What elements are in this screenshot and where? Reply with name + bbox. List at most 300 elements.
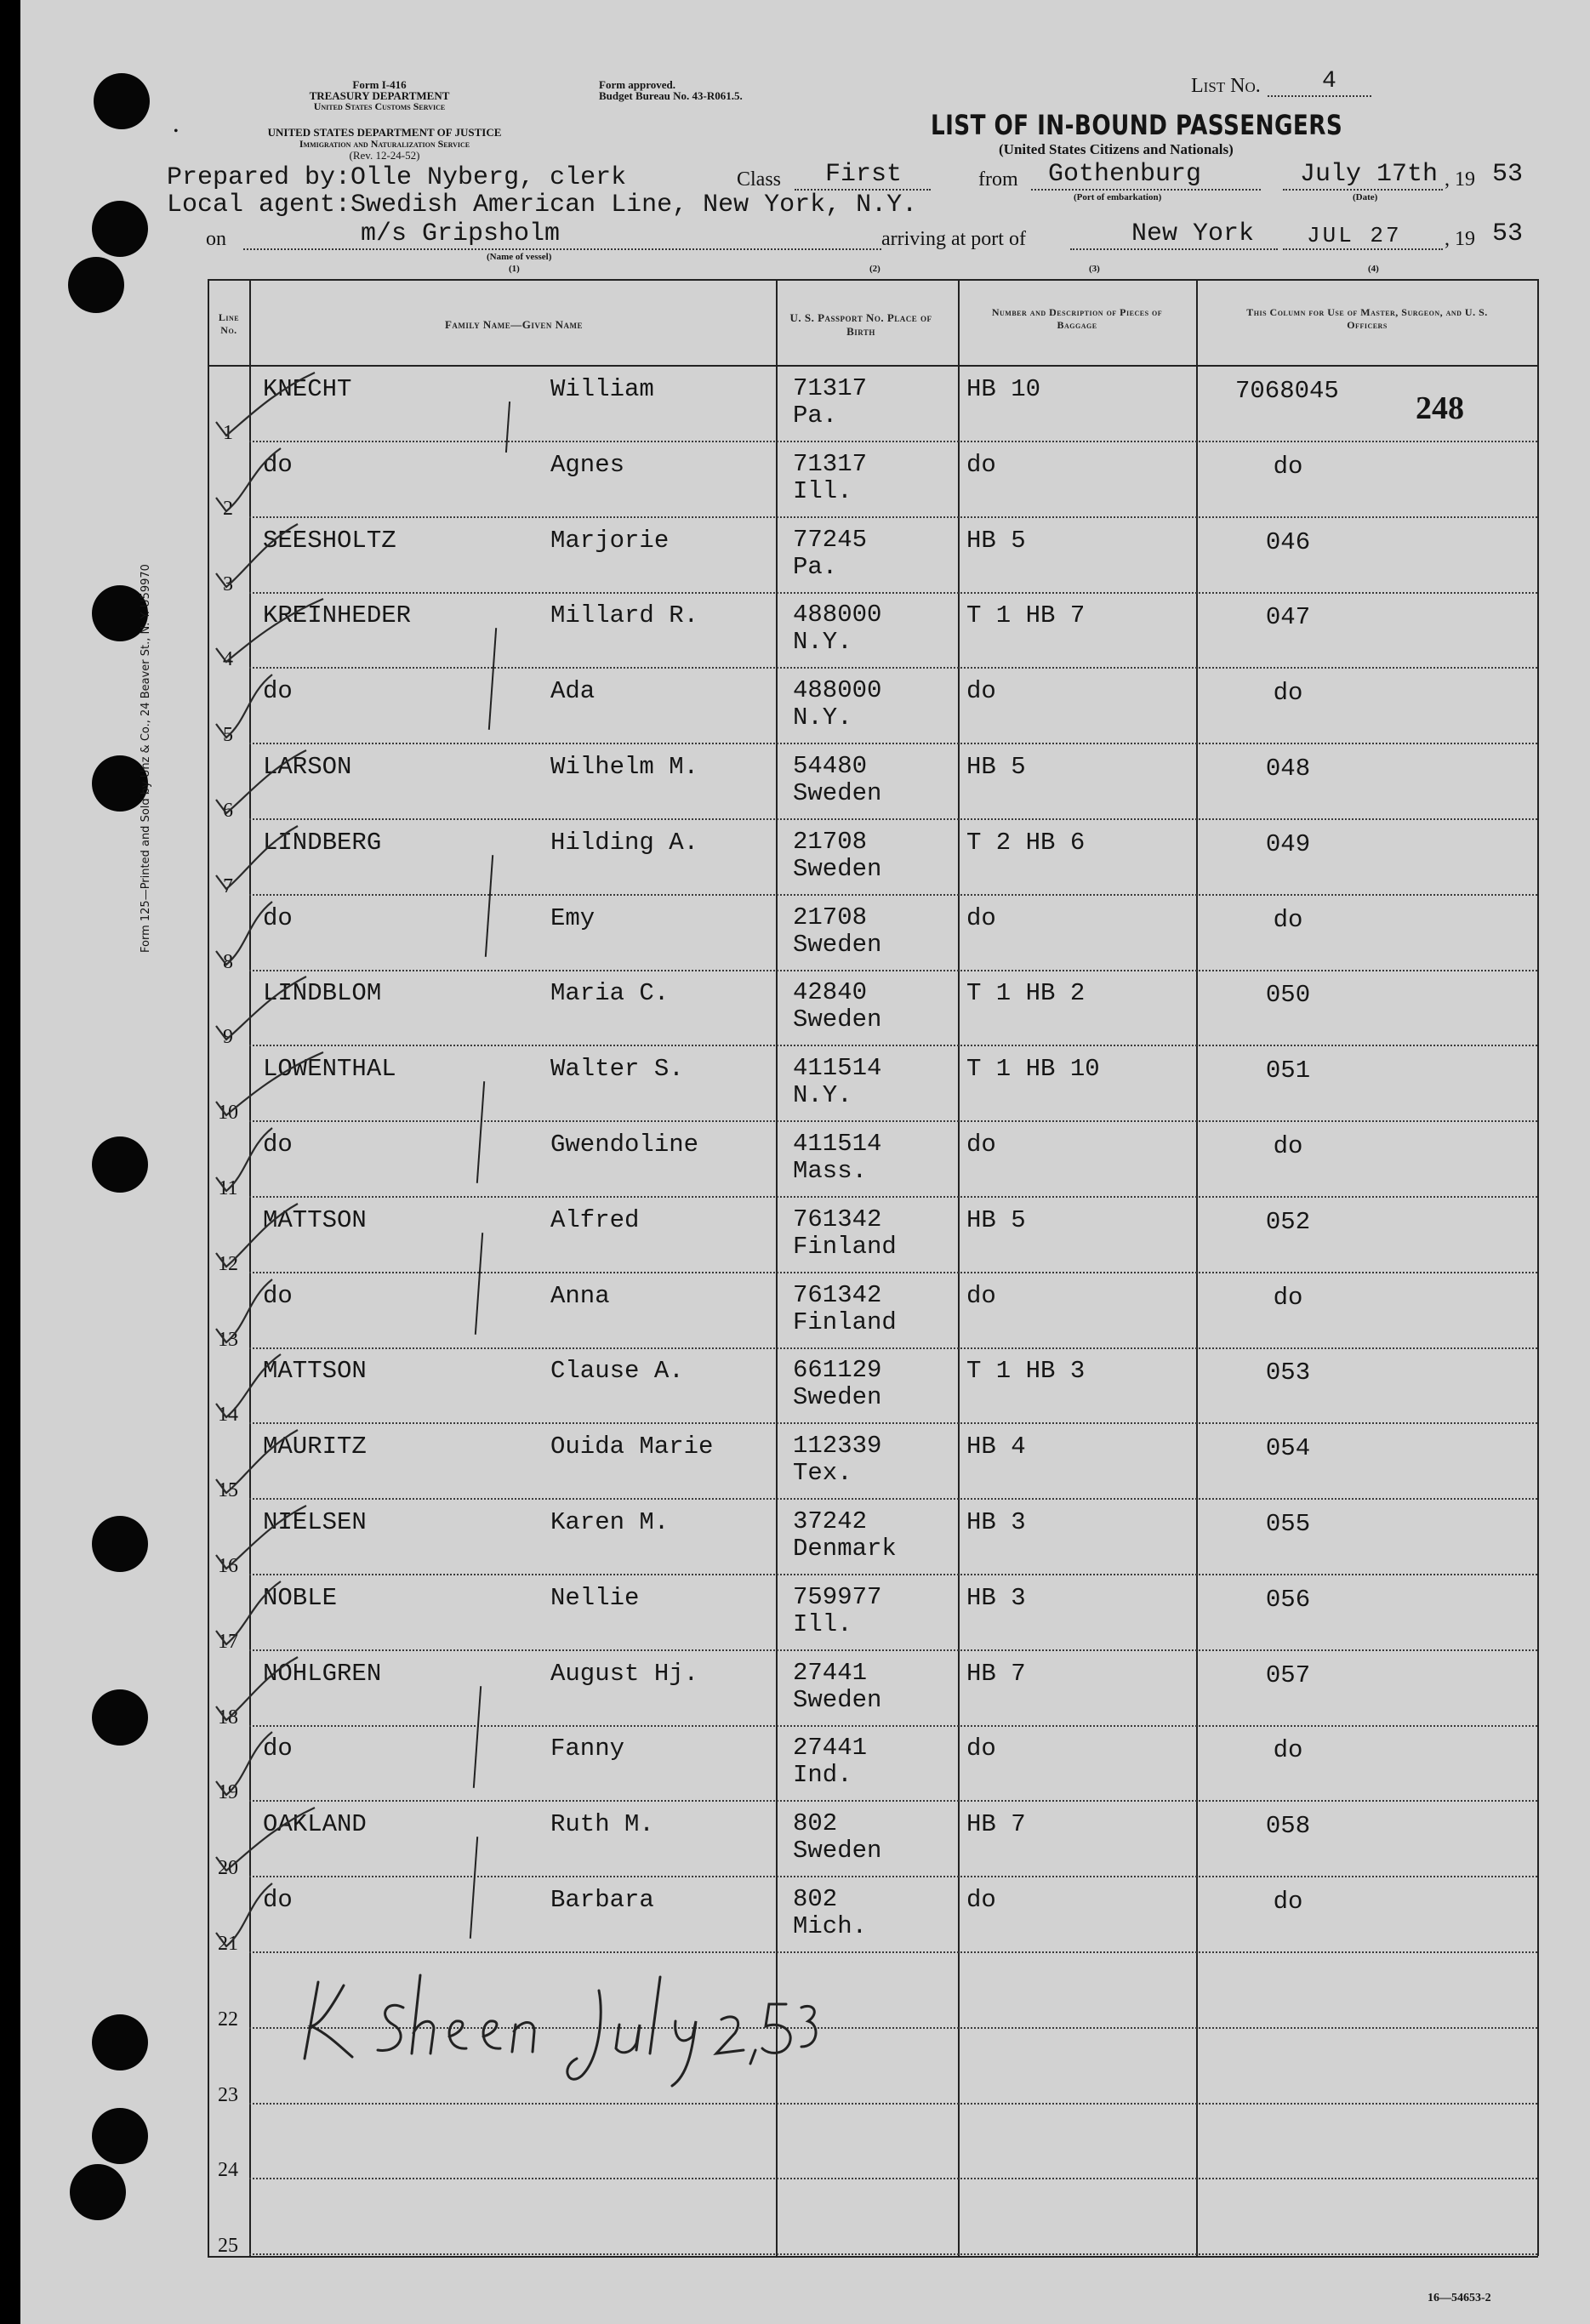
list-number-field: [1268, 95, 1371, 97]
class-field: [795, 189, 931, 191]
place-of-birth: Sweden: [793, 1837, 882, 1865]
arrival-port: New York: [1131, 219, 1255, 248]
table-row: [20, 1803, 1590, 1878]
passport-cell: [793, 1282, 897, 1336]
table-row: [20, 1274, 1590, 1350]
table-row: [20, 2180, 1590, 2256]
given-name: Emy: [550, 903, 596, 932]
given-name: Alfred: [550, 1205, 640, 1234]
given-name: Hilding A.: [550, 828, 699, 857]
row-rule: [249, 1649, 1537, 1651]
line-number: 7: [223, 874, 233, 897]
table-row: [20, 1501, 1590, 1576]
family-name: KNECHT: [263, 375, 352, 403]
officer-code: do: [1273, 679, 1303, 708]
baggage-description: do: [966, 450, 996, 479]
on-label: on: [206, 228, 226, 250]
signature-text: K Sheen July 27, 53: [293, 1965, 300, 1966]
officer-code: 058: [1265, 1812, 1311, 1841]
punch-hole: [94, 73, 150, 129]
baggage-description: do: [966, 1886, 996, 1914]
document-title: LIST OF IN-BOUND PASSENGERS: [931, 109, 1343, 141]
budget-bureau: Budget Bureau No. 43-R061.5.: [599, 89, 743, 102]
passport-cell: [793, 829, 881, 883]
printer-imprint: Form 125—Printed and Sold by Unz & Co., 24 Beaver St., N. Y. U59970: [140, 564, 152, 953]
tick-mark: [213, 592, 383, 677]
baggage-description: HB 5: [966, 753, 1026, 781]
revision-date: (Rev. 12-24-52): [349, 149, 420, 162]
form-approved: Form approved.: [599, 78, 676, 91]
family-name: LINDBERG: [263, 828, 382, 857]
baggage-description: T 1 HB 10: [966, 1055, 1100, 1084]
officer-code: 046: [1265, 527, 1311, 556]
passport-number: 21708: [793, 903, 868, 931]
passport-number: 411514: [793, 1130, 882, 1158]
line-number: 24: [218, 2159, 238, 2182]
line-number: 17: [218, 1630, 238, 1653]
line-number: 18: [218, 1706, 238, 1729]
date-caption: (Date): [1353, 192, 1378, 202]
baggage-description: HB 4: [966, 1433, 1026, 1461]
baggage-description: do: [966, 1131, 996, 1159]
tick-mark: [213, 1423, 383, 1508]
table-row: [20, 1576, 1590, 1652]
departure-date: July 17th: [1300, 160, 1439, 189]
given-name: Walter S.: [550, 1055, 684, 1084]
list-number-value: 4: [1322, 68, 1336, 94]
place-of-birth: Sweden: [793, 930, 882, 959]
line-number: 23: [218, 2083, 238, 2106]
officer-code: 050: [1265, 981, 1311, 1010]
table-row: [20, 367, 1590, 443]
place-of-birth: N.Y.: [793, 1081, 852, 1110]
given-name: Wilhelm M.: [550, 753, 699, 781]
place-of-birth: N.Y.: [793, 703, 852, 732]
passport-number: 759977: [793, 1582, 882, 1611]
family-name: LARSON: [263, 753, 352, 781]
table-row: [20, 1425, 1590, 1501]
given-name: Maria C.: [550, 979, 670, 1008]
table-header-border: [208, 365, 1538, 367]
tick-mark: [213, 970, 383, 1055]
given-name: Ruth M.: [550, 1810, 654, 1839]
passport-number: 802: [793, 1885, 838, 1913]
officer-code: do: [1273, 1888, 1303, 1916]
row-rule: [249, 1800, 1537, 1802]
punch-hole: [92, 201, 148, 257]
baggage-description: HB 7: [966, 1810, 1026, 1839]
family-name: MATTSON: [263, 1357, 367, 1386]
row-rule: [249, 1574, 1537, 1575]
officer-code: 048: [1265, 755, 1311, 783]
passport-cell: [793, 1660, 881, 1714]
table-row: [20, 745, 1590, 821]
passport-cell: [793, 1886, 867, 1940]
passport-number: 77245: [793, 525, 868, 554]
tick-mark: [213, 441, 383, 527]
passport-cell: [793, 1206, 897, 1261]
row-rule: [249, 1422, 1537, 1424]
passport-number: 488000: [793, 676, 882, 705]
passport-cell: [793, 1433, 881, 1487]
arrival-port-field: [1070, 248, 1278, 250]
passport-number: 71317: [793, 374, 868, 402]
tick-mark: [213, 668, 383, 753]
baggage-description: T 2 HB 6: [966, 828, 1086, 857]
given-name: Fanny: [550, 1734, 625, 1763]
baggage-description: HB 3: [966, 1583, 1026, 1612]
officer-code: do: [1273, 452, 1303, 481]
place-of-birth: N.Y.: [793, 628, 852, 657]
row-rule: [249, 1876, 1537, 1877]
family-name: OAKLAND: [263, 1810, 367, 1839]
officer-code: do: [1273, 1132, 1303, 1160]
passport-number: 27441: [793, 1734, 868, 1763]
given-name: Ouida Marie: [550, 1433, 714, 1461]
baggage-description: T 1 HB 3: [966, 1357, 1086, 1386]
table-row: [20, 594, 1590, 669]
family-name: do: [263, 1886, 293, 1914]
table-row: [20, 897, 1590, 972]
passport-number: 761342: [793, 1205, 882, 1233]
place-of-birth: Sweden: [793, 779, 882, 807]
punch-hole: [68, 257, 124, 313]
line-number: 22: [218, 2008, 238, 2031]
table-row: [20, 971, 1590, 1047]
document-subtitle: (United States Citizens and Nationals): [999, 141, 1234, 157]
place-of-birth: Sweden: [793, 1685, 882, 1714]
given-name: William: [550, 375, 654, 403]
class-value: First: [825, 160, 903, 189]
row-rule: [249, 592, 1537, 594]
table-row: [20, 1199, 1590, 1274]
tick-mark: [213, 366, 383, 451]
arriving-label: arriving at port of: [881, 228, 1026, 250]
line-number: 13: [218, 1328, 238, 1351]
line-number: 5: [223, 724, 233, 747]
given-name: Agnes: [550, 450, 625, 479]
header-baggage: Number and Description of Pieces of Baggage: [991, 306, 1163, 331]
family-name: MAURITZ: [263, 1433, 367, 1461]
passport-number: 411514: [793, 1054, 882, 1083]
column-marker-3: (3): [1089, 264, 1100, 274]
line-number: 9: [223, 1026, 233, 1049]
place-of-birth: Denmark: [793, 1535, 897, 1563]
tick-mark: [213, 1045, 383, 1131]
given-name: Gwendoline: [550, 1131, 699, 1159]
row-rule: [249, 1951, 1537, 1953]
passport-number: 488000: [793, 601, 882, 629]
place-of-birth: Finland: [793, 1232, 897, 1261]
officer-code: 049: [1265, 829, 1311, 858]
family-name: do: [263, 450, 293, 479]
given-name: Nellie: [550, 1583, 640, 1612]
line-number: 11: [218, 1177, 238, 1199]
from-label: from: [978, 168, 1018, 191]
passport-cell: [793, 1584, 881, 1638]
given-name: Ada: [550, 677, 596, 706]
line-number: 8: [223, 950, 233, 973]
given-name: Barbara: [550, 1886, 654, 1914]
justice-department: UNITED STATES DEPARTMENT OF JUSTICE: [267, 126, 502, 139]
row-rule: [249, 1272, 1537, 1273]
tick-mark: [213, 1121, 383, 1206]
baggage-description: do: [966, 677, 996, 706]
tick-mark: [213, 1197, 383, 1282]
family-name: LOWENTHAL: [263, 1055, 396, 1084]
line-number: 12: [218, 1252, 238, 1275]
family-name: KREINHEDER: [263, 601, 412, 630]
from-field: [1031, 189, 1261, 191]
row-rule: [249, 2103, 1537, 2105]
tick-mark: [213, 1877, 383, 1962]
place-of-birth: Ill.: [793, 1609, 852, 1638]
place-of-birth: Sweden: [793, 1383, 882, 1412]
table-row: [20, 2105, 1590, 2180]
officer-code: 052: [1265, 1207, 1311, 1236]
local-agent: Local agent:Swedish American Line, New York, N.Y.: [167, 191, 918, 219]
passport-cell: [793, 375, 867, 430]
passport-number: 27441: [793, 1658, 868, 1687]
table-top-border: [208, 279, 1538, 281]
family-name: do: [263, 1734, 293, 1763]
place-of-birth: Mass.: [793, 1157, 868, 1185]
place-of-birth: Sweden: [793, 854, 882, 883]
customs-service: United States Customs Service: [313, 100, 446, 112]
row-rule: [249, 667, 1537, 669]
row-rule: [249, 1498, 1537, 1500]
family-name: do: [263, 1131, 293, 1159]
passport-cell: [793, 1357, 881, 1411]
table-row: [20, 1878, 1590, 1954]
tick-mark: [213, 1347, 383, 1433]
row-rule: [249, 1196, 1537, 1198]
officer-code: do: [1273, 1736, 1303, 1765]
row-rule: [249, 2253, 1537, 2255]
baggage-description: T 1 HB 2: [966, 979, 1086, 1008]
family-name: LINDBLOM: [263, 979, 382, 1008]
passport-cell: [793, 979, 881, 1034]
tick-mark: [213, 1575, 383, 1660]
arrival-year: 53: [1492, 219, 1524, 248]
row-rule: [249, 1347, 1537, 1349]
passport-number: 71317: [793, 449, 868, 478]
table-row: [20, 821, 1590, 897]
arrival-date-field: [1283, 248, 1443, 250]
family-name: NOHLGREN: [263, 1659, 382, 1688]
arrival-date-stamp: JUL 27: [1307, 223, 1402, 248]
row-rule: [249, 1120, 1537, 1122]
column-marker-4: (4): [1368, 264, 1379, 274]
baggage-description: do: [966, 903, 996, 932]
stamp-number: 248: [1416, 390, 1464, 426]
officer-code: 053: [1265, 1359, 1311, 1387]
header-name: Family Name—Given Name: [444, 318, 583, 331]
family-name: SEESHOLTZ: [263, 526, 396, 555]
given-name: Karen M.: [550, 1508, 670, 1536]
table-row: [20, 1349, 1590, 1425]
given-name: Millard R.: [550, 601, 699, 630]
place-of-birth: Pa.: [793, 402, 838, 430]
table-row: [20, 1652, 1590, 1728]
tick-mark: [213, 1650, 383, 1735]
place-of-birth: Pa.: [793, 552, 838, 581]
passport-cell: [793, 753, 881, 807]
prepared-by: Prepared by:Olle Nyberg, clerk: [167, 163, 627, 192]
place-of-birth: Mich.: [793, 1912, 868, 1940]
family-name: do: [263, 677, 293, 706]
form-number: Form I-416: [352, 78, 407, 91]
row-rule: [249, 894, 1537, 896]
given-name: Anna: [550, 1281, 610, 1310]
place-of-birth: Finland: [793, 1307, 897, 1336]
passport-number: 21708: [793, 827, 868, 856]
date-field: [1283, 189, 1443, 191]
table-row: [20, 1123, 1590, 1199]
row-rule: [249, 1725, 1537, 1727]
bullet-dot: •: [174, 124, 179, 139]
passport-cell: [793, 1131, 881, 1185]
officer-code: 051: [1265, 1057, 1311, 1085]
line-number: 10: [218, 1102, 238, 1125]
header-passport: U. S. Passport No. Place of Birth: [789, 311, 932, 338]
table-bottom-border: [208, 2256, 1538, 2258]
officer-code: 054: [1265, 1434, 1311, 1463]
line-number: 4: [223, 648, 233, 671]
row-rule: [249, 516, 1537, 518]
tick-mark: [213, 1499, 383, 1584]
row-rule: [249, 743, 1537, 744]
treasury-department: TREASURY DEPARTMENT: [309, 89, 450, 102]
baggage-description: do: [966, 1734, 996, 1763]
tick-mark: [213, 1801, 383, 1886]
line-number: 3: [223, 572, 233, 595]
table-row: [20, 1727, 1590, 1803]
baggage-description: HB 5: [966, 526, 1026, 555]
passport-number: 42840: [793, 978, 868, 1007]
passport-cell: [793, 451, 867, 505]
passport-number: 661129: [793, 1356, 882, 1385]
arrival-year-prefix: , 19: [1445, 228, 1475, 250]
line-number: 20: [218, 1857, 238, 1880]
passport-cell: [793, 904, 881, 959]
baggage-description: HB 5: [966, 1205, 1026, 1234]
passport-number: 54480: [793, 752, 868, 780]
tick-mark: [213, 1725, 383, 1810]
line-number: 2: [223, 497, 233, 520]
passport-cell: [793, 1055, 881, 1109]
given-name: Marjorie: [550, 526, 670, 555]
family-name: NIELSEN: [263, 1508, 367, 1536]
officer-code: 7068045: [1235, 377, 1339, 405]
header-line-no: Line No.: [218, 311, 240, 336]
passport-number: 761342: [793, 1280, 882, 1309]
class-label: Class: [737, 168, 782, 191]
row-rule: [249, 2178, 1537, 2179]
tick-mark: [213, 743, 383, 829]
footer-code: 16—54653-2: [1428, 2292, 1491, 2304]
family-name: do: [263, 903, 293, 932]
place-of-birth: Ill.: [793, 476, 852, 505]
officer-code: 057: [1265, 1660, 1311, 1689]
vessel-name: m/s Gripsholm: [361, 219, 561, 248]
table-row: [20, 443, 1590, 519]
vessel-field: [243, 248, 881, 250]
departure-year: 53: [1492, 160, 1524, 189]
row-rule: [249, 818, 1537, 820]
place-of-birth: Sweden: [793, 1005, 882, 1034]
family-name: MATTSON: [263, 1205, 367, 1234]
table-row: [20, 1047, 1590, 1123]
line-number: 16: [218, 1555, 238, 1577]
column-marker-2: (2): [869, 264, 880, 274]
family-name: NOBLE: [263, 1583, 338, 1612]
row-rule: [249, 1045, 1537, 1046]
line-number: 19: [218, 1781, 238, 1804]
tick-mark: [213, 895, 383, 980]
family-name: do: [263, 1281, 293, 1310]
line-number: 14: [218, 1404, 238, 1427]
passport-number: 37242: [793, 1507, 868, 1535]
passport-cell: [793, 1508, 897, 1563]
passport-cell: [793, 601, 881, 656]
passport-cell: [793, 677, 881, 732]
baggage-description: HB 10: [966, 375, 1041, 403]
immigration-service: Immigration and Naturalization Service: [299, 138, 470, 150]
line-number: 15: [218, 1479, 238, 1502]
passport-cell: [793, 1810, 881, 1865]
baggage-description: HB 3: [966, 1508, 1026, 1536]
place-of-birth: Tex.: [793, 1459, 852, 1488]
inspector-signature: [293, 1965, 820, 2093]
officer-code: 055: [1265, 1510, 1311, 1538]
passport-number: 802: [793, 1809, 838, 1838]
list-number-label: List No.: [1191, 75, 1261, 97]
given-name: August Hj.: [550, 1659, 699, 1688]
line-number: 21: [218, 1933, 238, 1955]
line-number: 1: [223, 422, 233, 444]
column-marker-1: (1): [509, 264, 520, 274]
port-embarkation-caption: (Port of embarkation): [1074, 192, 1162, 202]
vessel-caption: (Name of vessel): [487, 252, 552, 262]
officer-code: do: [1273, 1283, 1303, 1312]
year-prefix: , 19: [1445, 168, 1475, 191]
baggage-description: T 1 HB 7: [966, 601, 1086, 630]
officer-code: do: [1273, 905, 1303, 934]
given-name: Clause A.: [550, 1357, 684, 1386]
baggage-description: HB 7: [966, 1659, 1026, 1688]
passport-number: 112339: [793, 1432, 882, 1461]
row-rule: [249, 970, 1537, 971]
place-of-birth: Ind.: [793, 1761, 852, 1790]
passenger-manifest-sheet: [20, 0, 1590, 2324]
line-number: 25: [218, 2235, 238, 2258]
baggage-description: do: [966, 1281, 996, 1310]
line-number: 6: [223, 800, 233, 822]
officer-code: 056: [1265, 1585, 1311, 1614]
tick-mark: [213, 1273, 383, 1358]
row-rule: [249, 441, 1537, 442]
port-of-embarkation: Gothenburg: [1048, 160, 1202, 189]
passport-cell: [793, 1734, 867, 1789]
tick-mark: [213, 517, 383, 602]
tick-mark: [213, 819, 383, 904]
table-row: [20, 669, 1590, 745]
passport-cell: [793, 527, 867, 581]
officer-code: 047: [1265, 603, 1311, 632]
header-officers: This Column for Use of Master, Surgeon, and U. S. Officers: [1246, 306, 1488, 331]
table-row: [20, 519, 1590, 595]
